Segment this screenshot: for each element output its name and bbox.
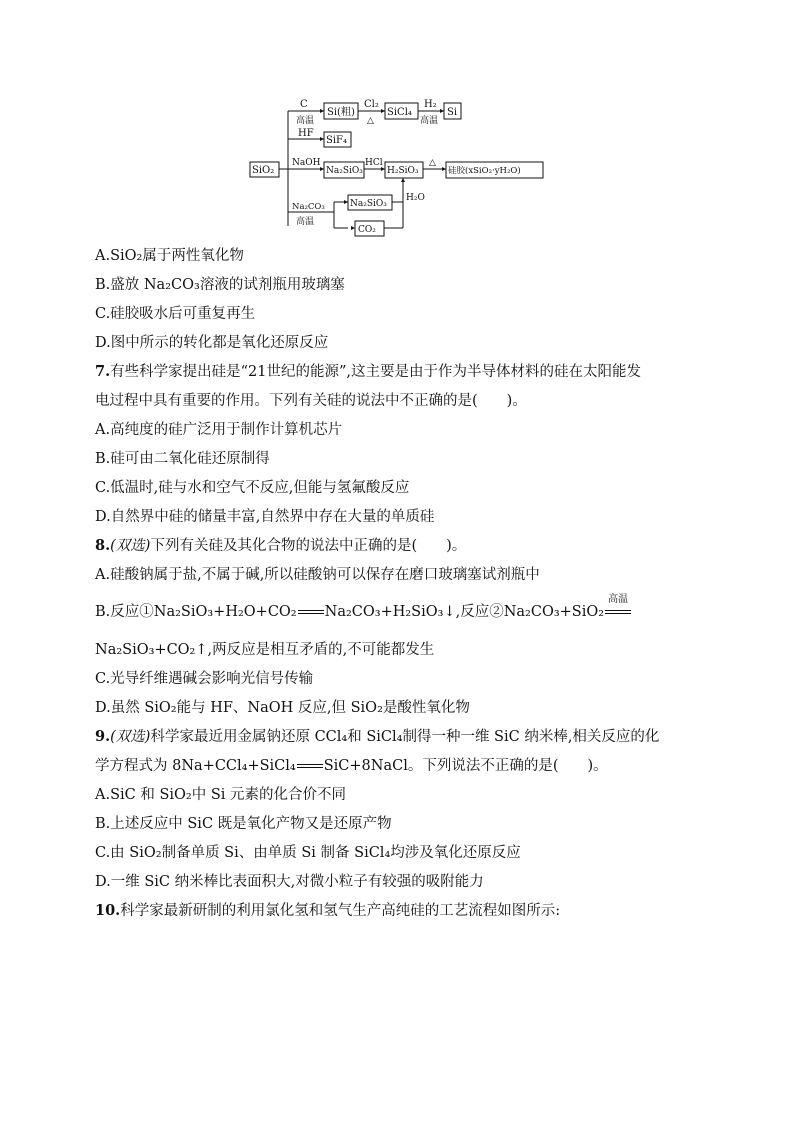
- q8-option-d: D.虽然 SiO₂能与 HF、NaOH 反应,但 SiO₂是酸性氧化物: [95, 700, 470, 716]
- q7-stem-line1: 7.有些科学家提出硅是“21世纪的能源”,这主要是由于作为半导体材料的硅在太阳能发: [95, 363, 642, 380]
- reagent-h2o: H₂O: [406, 193, 425, 203]
- q8-stem: 8.(双选)下列有关硅及其化合物的说法中正确的是( )。: [95, 537, 467, 554]
- q8-option-b-line1: B.反应①Na₂SiO₃+H₂O+CO₂ Na₂CO₃+H₂SiO₃↓,反应②Na₂CO₃+SiO₂ 高温: [95, 603, 632, 621]
- cond-high-temp-1: 高温: [296, 116, 315, 126]
- equals-sign: [298, 610, 324, 614]
- q9-number: 9.: [95, 728, 111, 745]
- label-silica-gel: 硅胶(xSiO₂·yH₂O): [448, 166, 521, 176]
- q9-stem-line2: 学方程式为 8Na+CCl₄+SiCl₄ SiC+8NaCl。下列说法不正确的是( )。: [95, 758, 608, 774]
- high-temp-condition: 高温: [604, 603, 632, 621]
- q8-tag: (双选): [110, 538, 151, 554]
- label-co2: CO₂: [358, 225, 376, 235]
- label-na2sio3: Na₂SiO₃: [326, 166, 363, 176]
- reagent-hf: HF: [298, 128, 314, 139]
- label-si-crude: Si(粗): [327, 107, 355, 118]
- reagent-na2co3: Na₂CO₃: [292, 202, 325, 212]
- q8-option-c: C.光导纤维遇碱会影响光信号传输: [95, 671, 314, 687]
- cond-high-temp-2: 高温: [420, 116, 439, 126]
- label-h2sio3: H₂SiO₃: [387, 166, 419, 176]
- q9-tag: (双选): [110, 729, 151, 745]
- reagent-c: C: [300, 99, 308, 110]
- q9-option-a: A.SiC 和 SiO₂中 Si 元素的化合价不同: [95, 787, 347, 803]
- q10-stem: 10.科学家最新研制的利用氯化氢和氢气生产高纯硅的工艺流程如图所示:: [95, 902, 561, 919]
- label-sio2: SiO₂: [252, 165, 275, 176]
- reagent-h2: H₂: [424, 99, 437, 110]
- cond-heat-2: △: [429, 158, 436, 168]
- q8-number: 8.: [95, 537, 111, 554]
- reagent-naoh: NaOH: [292, 158, 321, 168]
- q6-option-d: D.图中所示的转化都是氧化还原反应: [95, 335, 329, 351]
- q9-option-b: B.上述反应中 SiC 既是氧化产物又是还原产物: [95, 816, 392, 832]
- q6-option-a: A.SiO₂属于两性氧化物: [95, 248, 244, 264]
- q9-stem-line1: 9.(双选)科学家最近用金属钠还原 CCl₄和 SiCl₄制得一种一维 SiC 纳米棒,相关反应的化: [95, 728, 660, 745]
- label-sif4: SiF₄: [326, 135, 347, 146]
- q9-option-c: C.由 SiO₂制备单质 Si、由单质 Si 制备 SiCl₄均涉及氧化还原反应: [95, 845, 521, 861]
- q7-option-d: D.自然界中硅的储量丰富,自然界中存在大量的单质硅: [95, 509, 435, 525]
- q10-number: 10.: [95, 902, 121, 919]
- cond-high-temp-3: 高温: [296, 217, 315, 227]
- silicon-conversion-diagram: [240, 92, 560, 244]
- q7-number: 7.: [95, 363, 111, 380]
- q8-option-a: A.硅酸钠属于盐,不属于碱,所以硅酸钠可以保存在磨口玻璃塞试剂瓶中: [95, 567, 540, 583]
- q8-option-b-line2: Na₂SiO₃+CO₂↑,两反应是相互矛盾的,不可能都发生: [95, 642, 435, 658]
- label-si: Si: [447, 107, 458, 118]
- equals-sign-2: [297, 764, 323, 768]
- reagent-hcl: HCl: [365, 158, 383, 168]
- q6-option-c: C.硅胶吸水后可重复再生: [95, 306, 256, 322]
- q6-option-b: B.盛放 Na₂CO₃溶液的试剂瓶用玻璃塞: [95, 277, 345, 293]
- label-na2sio3-2: Na₂SiO₃: [350, 199, 387, 209]
- q9-option-d: D.一维 SiC 纳米棒比表面积大,对微小粒子有较强的吸附能力: [95, 874, 484, 890]
- q7-option-b: B.硅可由二氧化硅还原制得: [95, 451, 270, 467]
- q7-option-c: C.低温时,硅与水和空气不反应,但能与氢氟酸反应: [95, 480, 410, 496]
- q7-stem-line2: 电过程中具有重要的作用。下列有关硅的说法中不正确的是( )。: [95, 393, 527, 409]
- q7-option-a: A.高纯度的硅广泛用于制作计算机芯片: [95, 422, 343, 438]
- reagent-cl2: Cl₂: [364, 99, 379, 110]
- label-sicl4: SiCl₄: [387, 107, 412, 118]
- cond-heat-1: △: [367, 116, 374, 126]
